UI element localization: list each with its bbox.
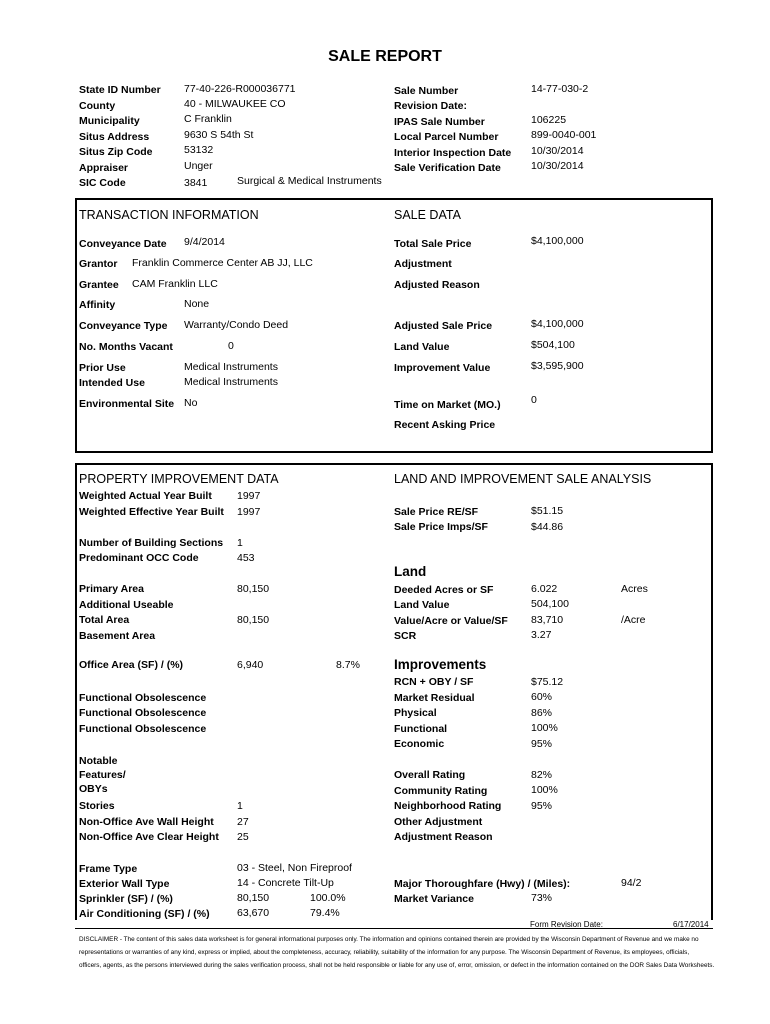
sections-value: 1	[237, 537, 243, 549]
intended-use-value: Medical Instruments	[184, 376, 278, 388]
grantee-label: Grantee	[79, 279, 119, 291]
physical-label: Physical	[394, 707, 437, 719]
ext-wall-label: Exterior Wall Type	[79, 878, 170, 890]
overall-value: 82%	[531, 769, 553, 781]
adjusted-sale-price-label: Adjusted Sale Price	[394, 320, 493, 332]
total-area-value: 80,150	[237, 614, 270, 626]
ipas-sale-label: IPAS Sale Number	[394, 116, 485, 128]
grantor-label: Grantor	[79, 258, 118, 270]
occ-value: 453	[237, 552, 255, 564]
market-variance-value: 73%	[531, 892, 553, 904]
total-area-label: Total Area	[79, 614, 130, 626]
sale-land-value-value: $504,100	[531, 339, 575, 351]
value-acre-value: 83,710	[531, 614, 564, 626]
re-sf-value: $51.15	[531, 505, 564, 517]
notable-line1: Notable	[79, 755, 118, 767]
sic-code-label: SIC Code	[79, 177, 126, 189]
notable-line3: OBYs	[79, 783, 108, 795]
total-sale-price-label: Total Sale Price	[394, 238, 472, 250]
conveyance-date-value: 9/4/2014	[184, 236, 225, 248]
value-acre-unit: /Acre	[621, 614, 646, 626]
deeded-label: Deeded Acres or SF	[394, 584, 494, 596]
office-area-value: 6,940	[237, 659, 264, 671]
stories-value: 1	[237, 800, 243, 812]
basement-label: Basement Area	[79, 630, 156, 642]
thoroughfare-label: Major Thoroughfare (Hwy) / (Miles):	[394, 878, 571, 890]
sale-number-value: 14-77-030-2	[531, 83, 589, 95]
neighborhood-value: 95%	[531, 800, 553, 812]
sprinkler-value: 80,150	[237, 892, 270, 904]
primary-area-label: Primary Area	[79, 583, 144, 595]
ac-value: 63,670	[237, 907, 270, 919]
months-vacant-value: 0	[228, 340, 234, 352]
year-built-label: Weighted Actual Year Built	[79, 490, 212, 502]
disclaimer-line3: officers, agents, as the persons interviewed during the sales verification process, shall not be held responsible or liable for any use of, error, omission, or defect in the information contained on the DOR Sales Data Worksheets.	[79, 962, 715, 969]
time-on-market-value: 0	[531, 394, 537, 406]
adjustment-reason-label: Adjustment Reason	[394, 831, 493, 843]
economic-value: 95%	[531, 738, 553, 750]
sale-land-value-label: Land Value	[394, 341, 450, 353]
clear-height-label: Non-Office Ave Clear Height	[79, 831, 219, 843]
improvement-value-value: $3,595,900	[531, 360, 584, 372]
functional-obs-2: Functional Obsolescence	[79, 707, 207, 719]
stories-label: Stories	[79, 800, 115, 812]
improvement-value-label: Improvement Value	[394, 362, 491, 374]
physical-value: 86%	[531, 707, 553, 719]
county-value: 40 - MILWAUKEE CO	[184, 98, 286, 110]
interior-inspection-label: Interior Inspection Date	[394, 147, 512, 159]
municipality-value: C Franklin	[184, 113, 232, 125]
ac-pct: 79.4%	[310, 907, 340, 919]
functional-label: Functional	[394, 723, 448, 735]
time-on-market-label: Time on Market (MO.)	[394, 399, 501, 411]
value-acre-label: Value/Acre or Value/SF	[394, 615, 508, 627]
sic-code-value: 3841	[184, 177, 208, 189]
sections-label: Number of Building Sections	[79, 537, 224, 549]
eff-year-label: Weighted Effective Year Built	[79, 506, 224, 518]
functional-obs-1: Functional Obsolescence	[79, 692, 207, 704]
conveyance-type-label: Conveyance Type	[79, 320, 168, 332]
situs-address-label: Situs Address	[79, 131, 150, 143]
analysis-land-value-label: Land Value	[394, 599, 450, 611]
sprinkler-pct: 100.0%	[310, 892, 346, 904]
occ-label: Predominant OCC Code	[79, 552, 199, 564]
disclaimer-line2: representations or warranties of any kind, express or implied, about the completeness, accuracy, reliability, suitability of the information for any purpose. The Wisconsin Department of Revenue, its employees, officials,	[79, 949, 690, 956]
sale-data-heading: SALE DATA	[394, 208, 461, 222]
municipality-label: Municipality	[79, 115, 140, 127]
ac-label: Air Conditioning (SF) / (%)	[79, 908, 210, 920]
functional-obs-3: Functional Obsolescence	[79, 723, 207, 735]
imps-sf-value: $44.86	[531, 521, 564, 533]
community-value: 100%	[531, 784, 558, 796]
land-heading: Land	[394, 564, 427, 579]
thoroughfare-value: 94/2	[621, 877, 642, 889]
state-id-label: State ID Number	[79, 84, 161, 96]
intended-use-label: Intended Use	[79, 377, 145, 389]
notable-line2: Features/	[79, 769, 126, 781]
form-revision-label: Form Revision Date:	[530, 920, 603, 929]
sale-verification-label: Sale Verification Date	[394, 162, 501, 174]
conveyance-type-value: Warranty/Condo Deed	[184, 319, 289, 331]
interior-inspection-value: 10/30/2014	[531, 145, 584, 157]
analysis-heading: LAND AND IMPROVEMENT SALE ANALYSIS	[394, 472, 652, 486]
economic-label: Economic	[394, 738, 445, 750]
functional-value: 100%	[531, 722, 558, 734]
ipas-sale-value: 106225	[531, 114, 567, 126]
footer-divider	[75, 928, 713, 929]
adjusted-reason-label: Adjusted Reason	[394, 279, 480, 291]
deeded-value: 6.022	[531, 583, 558, 595]
primary-area-value: 80,150	[237, 583, 270, 595]
other-adjustment-label: Other Adjustment	[394, 816, 483, 828]
form-revision-date: 6/17/2014	[673, 920, 709, 929]
rcn-label: RCN + OBY / SF	[394, 676, 474, 688]
market-residual-label: Market Residual	[394, 692, 475, 704]
frame-type-value: 03 - Steel, Non Fireproof	[237, 862, 352, 874]
adjustment-label: Adjustment	[394, 258, 452, 270]
appraiser-label: Appraiser	[79, 162, 129, 174]
market-variance-label: Market Variance	[394, 893, 474, 905]
ext-wall-value: 14 - Concrete Tilt-Up	[237, 877, 334, 889]
grantor-value: Franklin Commerce Center AB JJ, LLC	[132, 257, 313, 269]
county-label: County	[79, 100, 116, 112]
sale-number-label: Sale Number	[394, 85, 459, 97]
environmental-label: Environmental Site	[79, 398, 175, 410]
affinity-label: Affinity	[79, 299, 116, 311]
disclaimer-line1: DISCLAIMER - The content of this sales data worksheet is for general informational purposes only. The information and opinions contained therein are provided by the Wisconsin Department of Revenue and we make no	[79, 936, 699, 943]
months-vacant-label: No. Months Vacant	[79, 341, 173, 353]
local-parcel-value: 899-0040-001	[531, 129, 597, 141]
market-residual-value: 60%	[531, 691, 553, 703]
prior-use-value: Medical Instruments	[184, 361, 278, 373]
scr-value: 3.27	[531, 629, 552, 641]
adjusted-sale-price-value: $4,100,000	[531, 318, 584, 330]
wall-height-label: Non-Office Ave Wall Height	[79, 816, 214, 828]
prior-use-label: Prior Use	[79, 362, 126, 374]
scr-label: SCR	[394, 630, 417, 642]
imps-sf-label: Sale Price Imps/SF	[394, 521, 488, 533]
conveyance-date-label: Conveyance Date	[79, 238, 167, 250]
office-area-label: Office Area (SF) / (%)	[79, 659, 184, 671]
rcn-value: $75.12	[531, 676, 564, 688]
state-id-value: 77-40-226-R000036771	[184, 83, 296, 95]
deeded-unit: Acres	[621, 583, 648, 595]
revision-date-label: Revision Date:	[394, 100, 467, 112]
wall-height-value: 27	[237, 816, 249, 828]
page-title: SALE REPORT	[328, 48, 442, 65]
environmental-value: No	[184, 397, 198, 409]
frame-type-label: Frame Type	[79, 863, 138, 875]
situs-address-value: 9630 S 54th St	[184, 129, 254, 141]
grantee-value: CAM Franklin LLC	[132, 278, 218, 290]
appraiser-value: Unger	[184, 160, 213, 172]
community-label: Community Rating	[394, 785, 488, 797]
sic-code-description: Surgical & Medical Instruments	[237, 175, 382, 187]
sale-verification-value: 10/30/2014	[531, 160, 584, 172]
re-sf-label: Sale Price RE/SF	[394, 506, 479, 518]
total-sale-price-value: $4,100,000	[531, 235, 584, 247]
neighborhood-label: Neighborhood Rating	[394, 800, 502, 812]
affinity-value: None	[184, 298, 210, 310]
office-area-pct: 8.7%	[336, 659, 360, 671]
situs-zip-label: Situs Zip Code	[79, 146, 153, 158]
local-parcel-label: Local Parcel Number	[394, 131, 499, 143]
recent-asking-label: Recent Asking Price	[394, 419, 496, 431]
property-heading: PROPERTY IMPROVEMENT DATA	[79, 472, 279, 486]
eff-year-value: 1997	[237, 506, 261, 518]
clear-height-value: 25	[237, 831, 249, 843]
overall-label: Overall Rating	[394, 769, 466, 781]
improvements-heading: Improvements	[394, 657, 487, 672]
year-built-value: 1997	[237, 490, 261, 502]
situs-zip-value: 53132	[184, 144, 214, 156]
additional-useable-label: Additional Useable	[79, 599, 174, 611]
analysis-land-value-value: 504,100	[531, 598, 569, 610]
sprinkler-label: Sprinkler (SF) / (%)	[79, 893, 173, 905]
transaction-heading: TRANSACTION INFORMATION	[79, 208, 259, 222]
